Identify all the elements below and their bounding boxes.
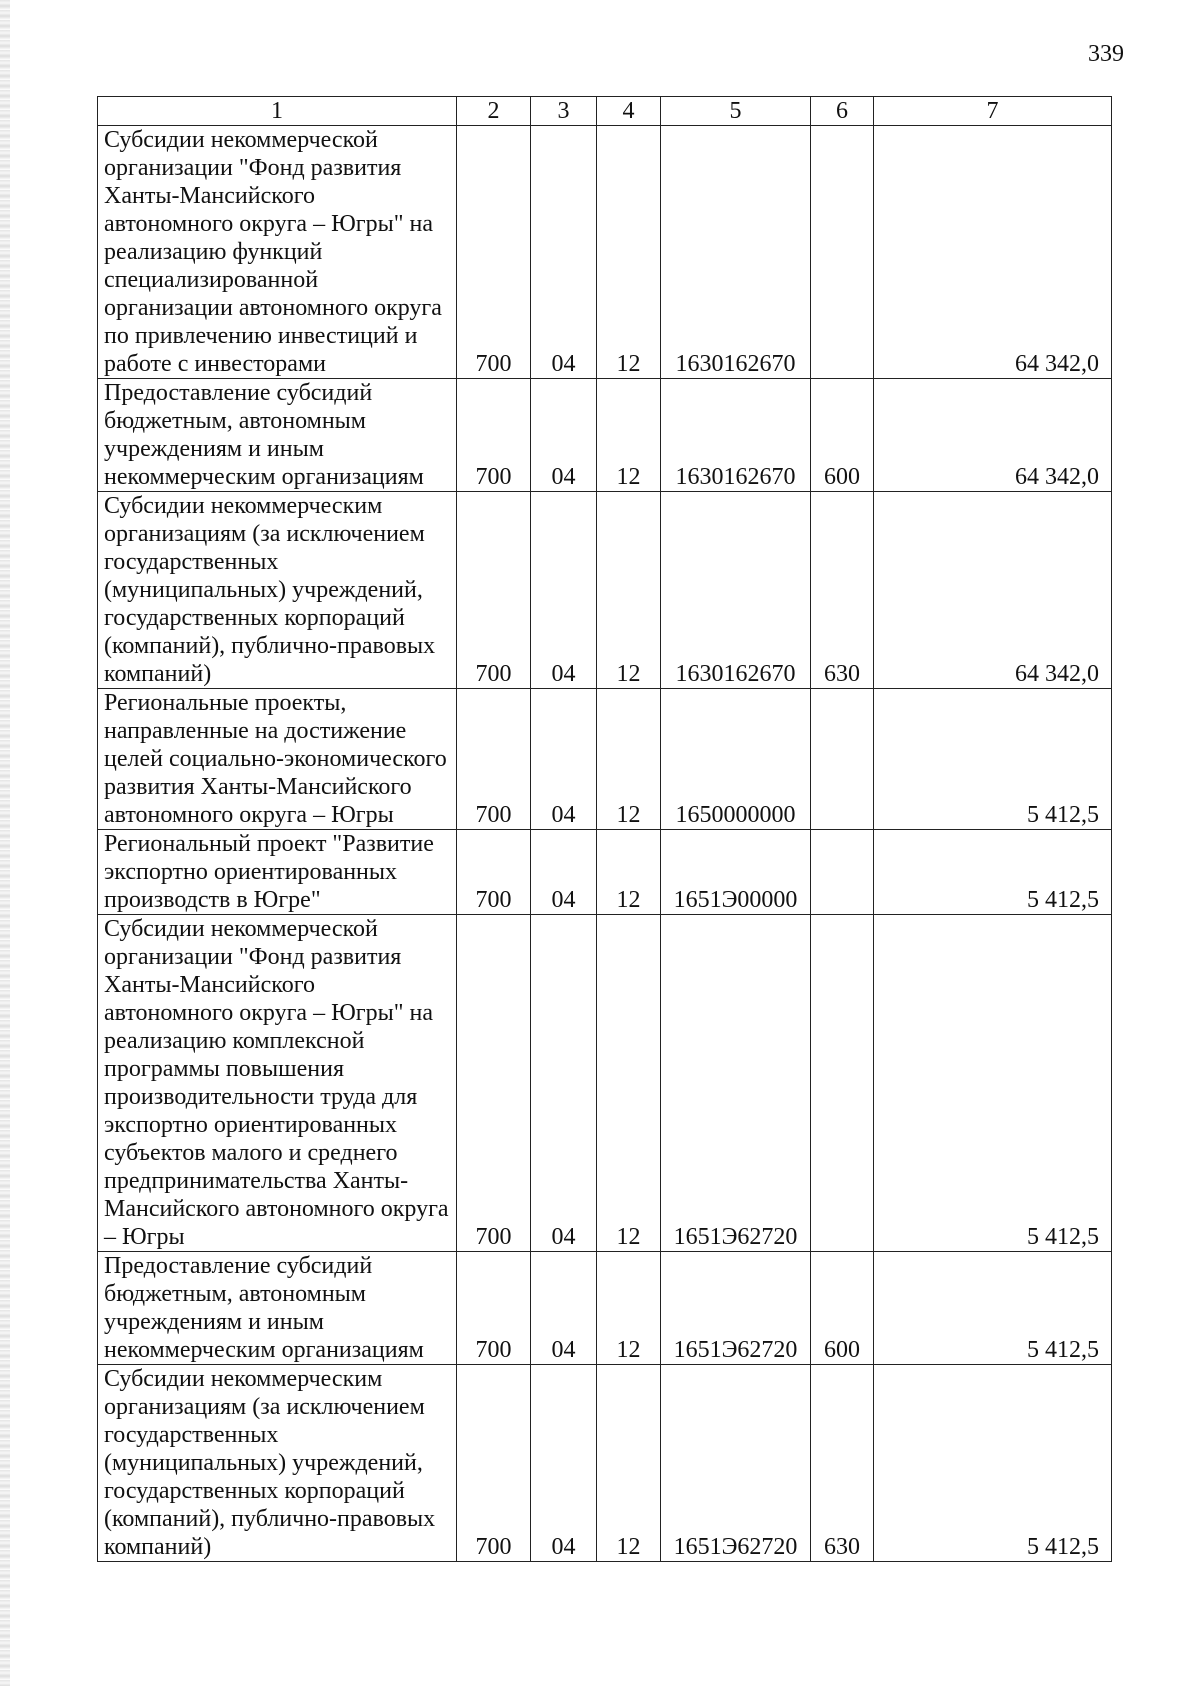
header-col-3: 3 <box>531 97 597 126</box>
row-col5: 1651Э62720 <box>661 1365 811 1562</box>
row-col2: 700 <box>457 492 531 689</box>
row-col4: 12 <box>597 126 661 379</box>
row-col7: 64 342,0 <box>874 492 1112 689</box>
table-row <box>98 379 1112 492</box>
row-col5: 1630162670 <box>661 379 811 492</box>
row-col3: 04 <box>531 689 597 830</box>
row-col6 <box>811 126 874 379</box>
header-col-6: 6 <box>811 97 874 126</box>
row-col2: 700 <box>457 689 531 830</box>
row-name: Субсидии некоммерческим организациям (за исключением государственных (муниципальных) учреждений, государственных корпораций (компаний), публично-правовых компаний) <box>98 1365 457 1562</box>
row-col2: 700 <box>457 126 531 379</box>
row-name: Субсидии некоммерческой организации "Фонд развития Ханты-Мансийского автономного округа – Югры" на реализацию функций специализированной организации автономного округа по привлечению инвестиций и работе с инвесторами <box>98 126 457 379</box>
budget-table <box>97 96 1112 1562</box>
header-col-2: 2 <box>457 97 531 126</box>
page-number: 339 <box>1088 41 1124 67</box>
table-row <box>98 126 1112 379</box>
row-name: Региональный проект "Развитие экспортно ориентированных производств в Югре" <box>98 830 457 915</box>
row-name: Предоставление субсидий бюджетным, автономным учреждениям и иным некоммерческим организациям <box>98 379 457 492</box>
row-col5: 1651Э00000 <box>661 830 811 915</box>
table-row <box>98 1252 1112 1365</box>
row-col3: 04 <box>531 126 597 379</box>
table-row <box>98 689 1112 830</box>
row-col2: 700 <box>457 915 531 1252</box>
row-col4: 12 <box>597 492 661 689</box>
row-col4: 12 <box>597 1252 661 1365</box>
row-col7: 5 412,5 <box>874 830 1112 915</box>
row-col4: 12 <box>597 689 661 830</box>
row-col2: 700 <box>457 379 531 492</box>
row-col7: 64 342,0 <box>874 126 1112 379</box>
row-col6 <box>811 689 874 830</box>
row-name: Субсидии некоммерческой организации "Фонд развития Ханты-Мансийского автономного округа – Югры" на реализацию комплексной программы повышения производительности труда для экспортно ориентированных субъектов малого и среднего предпринимательства Ханты-Мансийского автономного округа – Югры <box>98 915 457 1252</box>
row-col5: 1650000000 <box>661 689 811 830</box>
row-col3: 04 <box>531 379 597 492</box>
table-header <box>98 97 1112 126</box>
row-col6 <box>811 915 874 1252</box>
row-col5: 1651Э62720 <box>661 915 811 1252</box>
row-col2: 700 <box>457 1252 531 1365</box>
row-col6: 630 <box>811 1365 874 1562</box>
table-row <box>98 492 1112 689</box>
header-col-5: 5 <box>661 97 811 126</box>
row-col3: 04 <box>531 830 597 915</box>
row-col3: 04 <box>531 1365 597 1562</box>
row-col6: 600 <box>811 1252 874 1365</box>
row-name: Субсидии некоммерческим организациям (за исключением государственных (муниципальных) учреждений, государственных корпораций (компаний), публично-правовых компаний) <box>98 492 457 689</box>
table-row <box>98 830 1112 915</box>
row-col6 <box>811 830 874 915</box>
row-col4: 12 <box>597 830 661 915</box>
row-name: Региональные проекты, направленные на достижение целей социально-экономического развития Ханты-Мансийского автономного округа – Югры <box>98 689 457 830</box>
row-col4: 12 <box>597 1365 661 1562</box>
row-col2: 700 <box>457 1365 531 1562</box>
row-col4: 12 <box>597 379 661 492</box>
row-col4: 12 <box>597 915 661 1252</box>
row-col7: 5 412,5 <box>874 1252 1112 1365</box>
row-col7: 64 342,0 <box>874 379 1112 492</box>
scan-edge-artifact <box>0 0 10 1686</box>
row-col7: 5 412,5 <box>874 1365 1112 1562</box>
table-row <box>98 1365 1112 1562</box>
row-col7: 5 412,5 <box>874 689 1112 830</box>
row-col3: 04 <box>531 492 597 689</box>
row-col7: 5 412,5 <box>874 915 1112 1252</box>
row-col5: 1651Э62720 <box>661 1252 811 1365</box>
row-col3: 04 <box>531 1252 597 1365</box>
row-col6: 600 <box>811 379 874 492</box>
header-col-7: 7 <box>874 97 1112 126</box>
header-col-4: 4 <box>597 97 661 126</box>
table-row <box>98 915 1112 1252</box>
row-col2: 700 <box>457 830 531 915</box>
row-name: Предоставление субсидий бюджетным, автономным учреждениям и иным некоммерческим организациям <box>98 1252 457 1365</box>
row-col5: 1630162670 <box>661 492 811 689</box>
row-col5: 1630162670 <box>661 126 811 379</box>
header-row <box>98 97 1112 126</box>
row-col3: 04 <box>531 915 597 1252</box>
row-col6: 630 <box>811 492 874 689</box>
header-col-1: 1 <box>98 97 457 126</box>
